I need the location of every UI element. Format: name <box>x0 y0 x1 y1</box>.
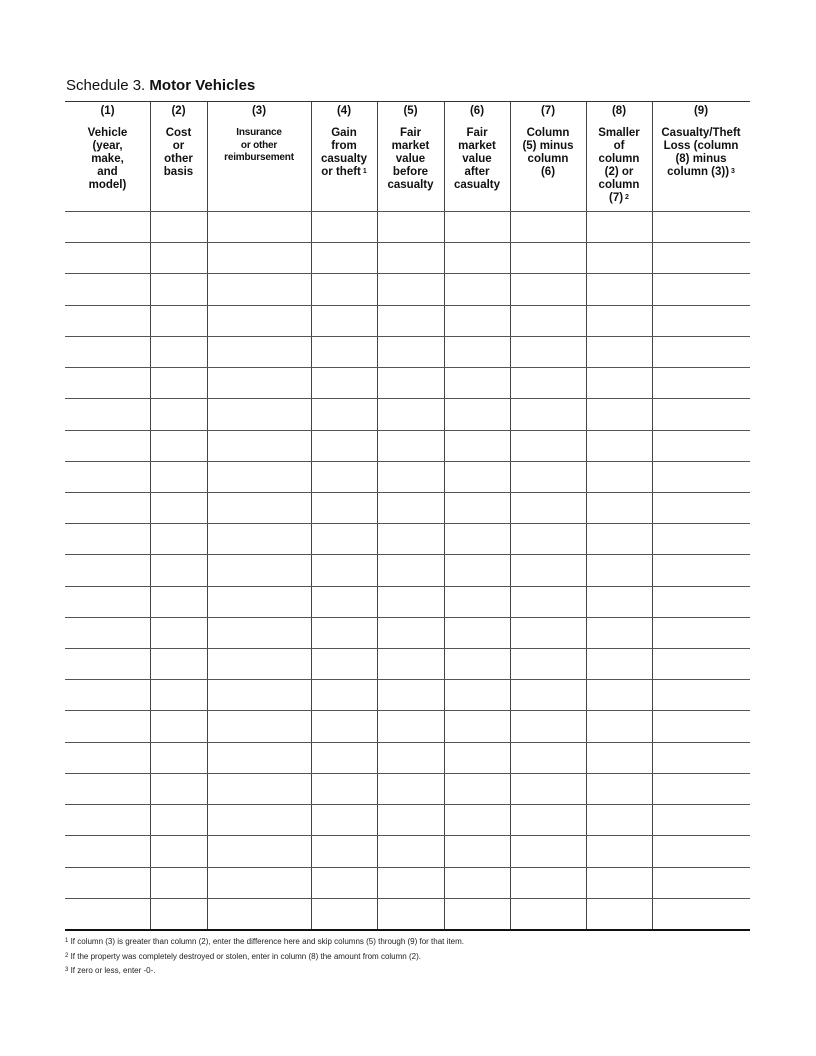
footnote-3 <box>65 964 464 979</box>
table-cell-row14-col8[interactable] <box>586 618 651 648</box>
table-cell-row6-col8[interactable] <box>586 368 651 398</box>
table-cell-row3-col2[interactable] <box>150 274 206 304</box>
column-header-3 <box>207 102 311 211</box>
table-cell-row7-col1[interactable] <box>65 399 149 429</box>
table-cell-row10-col8[interactable] <box>586 493 651 523</box>
table-cell-row22-col1[interactable] <box>65 868 149 898</box>
column-header-6 <box>444 102 510 211</box>
table-cell-row22-col3[interactable] <box>207 868 310 898</box>
table-cell-row18-col5[interactable] <box>377 743 443 773</box>
table-cell-row7-col7[interactable] <box>510 399 585 429</box>
table-cell-row5-col8[interactable] <box>586 337 651 367</box>
table-cell-row10-col9[interactable] <box>652 493 749 523</box>
table-cell-row15-col9[interactable] <box>652 649 749 679</box>
table-cell-row16-col9[interactable] <box>652 680 749 710</box>
table-cell-row22-col7[interactable] <box>510 868 585 898</box>
table-cell-row1-col4[interactable] <box>311 212 376 242</box>
table-cell-row8-col7[interactable] <box>510 431 585 461</box>
footnote-mark: 3 <box>65 967 69 973</box>
column-label: Cost or other basis <box>163 127 194 178</box>
table-cell-row7-col8[interactable] <box>586 399 651 429</box>
table-cell-row7-col9[interactable] <box>652 399 749 429</box>
table-cell-row20-col1[interactable] <box>65 805 149 835</box>
table-cell-row22-col4[interactable] <box>311 868 376 898</box>
footnote-text: If zero or less, enter -0-. <box>70 966 156 975</box>
table-cell-row14-col6[interactable] <box>444 618 509 648</box>
table-cell-row5-col6[interactable] <box>444 337 509 367</box>
column-label: Smaller of column (2) or column (7) $^2$ <box>598 127 640 204</box>
table-cell-row16-col6[interactable] <box>444 680 509 710</box>
table-cell-row3-col8[interactable] <box>586 274 651 304</box>
table-cell-row17-col7[interactable] <box>510 711 585 741</box>
table-cell-row2-col7[interactable] <box>510 243 585 273</box>
table-cell-row18-col7[interactable] <box>510 743 585 773</box>
table-cell-row7-col3[interactable] <box>207 399 310 429</box>
table-cell-row4-col3[interactable] <box>207 306 310 336</box>
table-cell-row3-col1[interactable] <box>65 274 149 304</box>
table-cell-row21-col1[interactable] <box>65 836 149 866</box>
table-cell-row14-col4[interactable] <box>311 618 376 648</box>
table-cell-row18-col3[interactable] <box>207 743 310 773</box>
column-number: (5) <box>403 105 418 117</box>
footnote-ref: 3 <box>729 168 735 175</box>
table-cell-row22-col6[interactable] <box>444 868 509 898</box>
table-cell-row18-col2[interactable] <box>150 743 206 773</box>
table-cell-row17-col2[interactable] <box>150 711 206 741</box>
table-cell-row22-col5[interactable] <box>377 868 443 898</box>
column-number: (7) <box>540 105 556 117</box>
table-cell-row12-col1[interactable] <box>65 555 149 585</box>
table-cell-row10-col4[interactable] <box>311 493 376 523</box>
table-cell-row11-col8[interactable] <box>586 524 651 554</box>
table-cell-row16-col1[interactable] <box>65 680 149 710</box>
table-cell-row18-col4[interactable] <box>311 743 376 773</box>
column-label: Fair market value after casualty <box>453 127 501 191</box>
table-cell-row3-col3[interactable] <box>207 274 310 304</box>
table-cell-row17-col1[interactable] <box>65 711 149 741</box>
table-cell-row19-col3[interactable] <box>207 774 310 804</box>
column-number: (9) <box>693 105 709 117</box>
table-cell-row15-col2[interactable] <box>150 649 206 679</box>
column-number: (4) <box>336 105 352 117</box>
table-cell-row8-col5[interactable] <box>377 431 443 461</box>
table-cell-row16-col2[interactable] <box>150 680 206 710</box>
table-cell-row21-col9[interactable] <box>652 836 749 866</box>
table-cell-row17-col8[interactable] <box>586 711 651 741</box>
footnote-text: If the property was completely destroyed or stolen, enter in column (8) the amount from column (2). <box>70 951 421 961</box>
table-cell-row8-col4[interactable] <box>311 431 376 461</box>
table-cell-row16-col7[interactable] <box>510 680 585 710</box>
column-number: (1) <box>100 105 115 117</box>
table-cell-row21-col6[interactable] <box>444 836 509 866</box>
table-cell-row12-col4[interactable] <box>311 555 376 585</box>
table-cell-row2-col6[interactable] <box>444 243 509 273</box>
table-cell-row19-col7[interactable] <box>510 774 585 804</box>
table-cell-row20-col7[interactable] <box>510 805 585 835</box>
table-cell-row3-col4[interactable] <box>311 274 376 304</box>
column-header-2 <box>150 102 207 211</box>
table-cell-row6-col9[interactable] <box>652 368 749 398</box>
table-cell-row12-col8[interactable] <box>586 555 651 585</box>
table-cell-row9-col9[interactable] <box>652 462 749 492</box>
table-cell-row1-col3[interactable] <box>207 212 310 242</box>
table-cell-row2-col5[interactable] <box>377 243 443 273</box>
table-cell-row14-col5[interactable] <box>377 618 443 648</box>
table-cell-row21-col7[interactable] <box>510 836 585 866</box>
table-cell-row11-col9[interactable] <box>652 524 749 554</box>
table-cell-row13-col4[interactable] <box>311 587 376 617</box>
table-cell-row4-col9[interactable] <box>652 306 749 336</box>
table-cell-row21-col2[interactable] <box>150 836 206 866</box>
table-cell-row5-col4[interactable] <box>311 337 376 367</box>
column-label: Fair market value before casualty <box>387 127 434 191</box>
table-cell-row14-col7[interactable] <box>510 618 585 648</box>
table-cell-row10-col7[interactable] <box>510 493 585 523</box>
column-header-1 <box>65 102 150 211</box>
table-cell-row14-col3[interactable] <box>207 618 310 648</box>
table-cell-row23-col5[interactable] <box>377 899 443 929</box>
table-cell-row22-col9[interactable] <box>652 868 749 898</box>
table-cell-row18-col6[interactable] <box>444 743 509 773</box>
table-cell-row14-col2[interactable] <box>150 618 206 648</box>
table-cell-row10-col2[interactable] <box>150 493 206 523</box>
table-cell-row11-col5[interactable] <box>377 524 443 554</box>
table-cell-row6-col4[interactable] <box>311 368 376 398</box>
table-cell-row23-col2[interactable] <box>150 899 206 929</box>
table-cell-row23-col8[interactable] <box>586 899 651 929</box>
table-cell-row2-col1[interactable] <box>65 243 149 273</box>
table-cell-row11-col7[interactable] <box>510 524 585 554</box>
table-cell-row13-col8[interactable] <box>586 587 651 617</box>
table-cell-row8-col3[interactable] <box>207 431 310 461</box>
table-cell-row2-col8[interactable] <box>586 243 651 273</box>
table-cell-row19-col9[interactable] <box>652 774 749 804</box>
table-cell-row19-col1[interactable] <box>65 774 149 804</box>
table-cell-row15-col7[interactable] <box>510 649 585 679</box>
table-cell-row6-col3[interactable] <box>207 368 310 398</box>
table-cell-row8-col6[interactable] <box>444 431 509 461</box>
schedule-title <box>66 77 255 94</box>
footnote-1 <box>65 935 464 950</box>
table-cell-row19-col4[interactable] <box>311 774 376 804</box>
table-cell-row15-col6[interactable] <box>444 649 509 679</box>
table-cell-row13-col9[interactable] <box>652 587 749 617</box>
table-cell-row13-col5[interactable] <box>377 587 443 617</box>
table-cell-row20-col2[interactable] <box>150 805 206 835</box>
table-cell-row1-col6[interactable] <box>444 212 509 242</box>
table-cell-row1-col9[interactable] <box>652 212 749 242</box>
table-cell-row6-col7[interactable] <box>510 368 585 398</box>
table-cell-row13-col7[interactable] <box>510 587 585 617</box>
table-cell-row20-col4[interactable] <box>311 805 376 835</box>
table-cell-row20-col8[interactable] <box>586 805 651 835</box>
table-cell-row9-col2[interactable] <box>150 462 206 492</box>
table-cell-row15-col1[interactable] <box>65 649 149 679</box>
table-cell-row2-col2[interactable] <box>150 243 206 273</box>
table-cell-row17-col3[interactable] <box>207 711 310 741</box>
table-cell-row7-col4[interactable] <box>311 399 376 429</box>
table-cell-row17-col9[interactable] <box>652 711 749 741</box>
table-cell-row4-col5[interactable] <box>377 306 443 336</box>
table-cell-row13-col2[interactable] <box>150 587 206 617</box>
column-number: (2) <box>171 105 186 117</box>
table-cell-row9-col1[interactable] <box>65 462 149 492</box>
column-label: Casualty/Theft Loss (column (8) minus column (3)) $^3$ <box>661 127 741 178</box>
table-cell-row1-col7[interactable] <box>510 212 585 242</box>
table-cell-row8-col9[interactable] <box>652 431 749 461</box>
table-cell-row6-col5[interactable] <box>377 368 443 398</box>
table-cell-row5-col9[interactable] <box>652 337 749 367</box>
table-cell-row23-col6[interactable] <box>444 899 509 929</box>
column-label: Insurance or other reimbursement <box>224 127 294 163</box>
table-cell-row9-col6[interactable] <box>444 462 509 492</box>
table-cell-row4-col8[interactable] <box>586 306 651 336</box>
table-cell-row9-col3[interactable] <box>207 462 310 492</box>
table-cell-row11-col6[interactable] <box>444 524 509 554</box>
table-cell-row13-col3[interactable] <box>207 587 310 617</box>
table-cell-row23-col3[interactable] <box>207 899 310 929</box>
table-cell-row4-col4[interactable] <box>311 306 376 336</box>
table-cell-row16-col5[interactable] <box>377 680 443 710</box>
column-header-4 <box>311 102 377 211</box>
title-bold: Motor Vehicles <box>149 77 256 94</box>
table-cell-row10-col1[interactable] <box>65 493 149 523</box>
table-cell-row20-col9[interactable] <box>652 805 749 835</box>
table-cell-row14-col9[interactable] <box>652 618 749 648</box>
table-cell-row5-col2[interactable] <box>150 337 206 367</box>
footnote-text: If column (3) is greater than column (2), enter the difference here and skip columns (5) through (9) for that item. <box>70 937 464 946</box>
column-label: Vehicle (year, make, and model) <box>87 127 128 191</box>
table-cell-row1-col5[interactable] <box>377 212 443 242</box>
table-cell-row14-col1[interactable] <box>65 618 149 648</box>
table-cell-row15-col3[interactable] <box>207 649 310 679</box>
column-number: (8) <box>611 105 627 117</box>
table-cell-row17-col6[interactable] <box>444 711 509 741</box>
table-cell-row5-col3[interactable] <box>207 337 310 367</box>
footnote-mark: 2 <box>65 952 69 959</box>
column-label: Column (5) minus column (6) <box>522 127 574 178</box>
table-cell-row18-col8[interactable] <box>586 743 651 773</box>
table-cell-row12-col5[interactable] <box>377 555 443 585</box>
table-cell-row15-col8[interactable] <box>586 649 651 679</box>
table-cell-row8-col2[interactable] <box>150 431 206 461</box>
table-cell-row19-col5[interactable] <box>377 774 443 804</box>
table-cell-row6-col1[interactable] <box>65 368 149 398</box>
table-cell-row22-col2[interactable] <box>150 868 206 898</box>
table-cell-row5-col7[interactable] <box>510 337 585 367</box>
table-cell-row4-col1[interactable] <box>65 306 149 336</box>
table-cell-row23-col9[interactable] <box>652 899 749 929</box>
table-cell-row6-col6[interactable] <box>444 368 509 398</box>
table-cell-row12-col6[interactable] <box>444 555 509 585</box>
motor-vehicles-table <box>65 101 750 931</box>
table-cell-row5-col5[interactable] <box>377 337 443 367</box>
table-cell-row15-col4[interactable] <box>311 649 376 679</box>
table-cell-row3-col9[interactable] <box>652 274 749 304</box>
table-cell-row4-col6[interactable] <box>444 306 509 336</box>
table-cell-row8-col8[interactable] <box>586 431 651 461</box>
table-cell-row23-col1[interactable] <box>65 899 149 929</box>
column-number: (3) <box>251 105 267 117</box>
table-cell-row12-col9[interactable] <box>652 555 749 585</box>
table-cell-row10-col3[interactable] <box>207 493 310 523</box>
table-cell-row10-col5[interactable] <box>377 493 443 523</box>
table-cell-row21-col5[interactable] <box>377 836 443 866</box>
table-cell-row17-col4[interactable] <box>311 711 376 741</box>
table-cell-row19-col2[interactable] <box>150 774 206 804</box>
table-cell-row9-col7[interactable] <box>510 462 585 492</box>
table-cell-row23-col4[interactable] <box>311 899 376 929</box>
table-cell-row1-col1[interactable] <box>65 212 149 242</box>
table-cell-row6-col2[interactable] <box>150 368 206 398</box>
table-cell-row17-col5[interactable] <box>377 711 443 741</box>
column-number: (6) <box>469 105 485 117</box>
column-header-9 <box>652 102 750 211</box>
table-cell-row12-col7[interactable] <box>510 555 585 585</box>
table-cell-row20-col6[interactable] <box>444 805 509 835</box>
table-cell-row7-col2[interactable] <box>150 399 206 429</box>
table-cell-row3-col7[interactable] <box>510 274 585 304</box>
table-cell-row21-col3[interactable] <box>207 836 310 866</box>
table-cell-row13-col6[interactable] <box>444 587 509 617</box>
footnotes <box>65 935 464 979</box>
table-cell-row2-col9[interactable] <box>652 243 749 273</box>
table-cell-row18-col1[interactable] <box>65 743 149 773</box>
footnote-2 <box>65 950 464 965</box>
table-cell-row11-col1[interactable] <box>65 524 149 554</box>
table-cell-row3-col5[interactable] <box>377 274 443 304</box>
table-cell-row20-col5[interactable] <box>377 805 443 835</box>
table-cell-row16-col3[interactable] <box>207 680 310 710</box>
table-cell-row1-col2[interactable] <box>150 212 206 242</box>
table-cell-row15-col5[interactable] <box>377 649 443 679</box>
table-cell-row16-col8[interactable] <box>586 680 651 710</box>
table-cell-row23-col7[interactable] <box>510 899 585 929</box>
table-cell-row9-col5[interactable] <box>377 462 443 492</box>
table-cell-row3-col6[interactable] <box>444 274 509 304</box>
table-cell-row13-col1[interactable] <box>65 587 149 617</box>
table-cell-row22-col8[interactable] <box>586 868 651 898</box>
table-cell-row7-col5[interactable] <box>377 399 443 429</box>
table-cell-row21-col8[interactable] <box>586 836 651 866</box>
table-cell-row11-col4[interactable] <box>311 524 376 554</box>
table-cell-row5-col1[interactable] <box>65 337 149 367</box>
table-cell-row2-col4[interactable] <box>311 243 376 273</box>
table-cell-row9-col8[interactable] <box>586 462 651 492</box>
table-cell-row20-col3[interactable] <box>207 805 310 835</box>
table-cell-row11-col3[interactable] <box>207 524 310 554</box>
table-cell-row9-col4[interactable] <box>311 462 376 492</box>
table-cell-row12-col3[interactable] <box>207 555 310 585</box>
table-cell-row21-col4[interactable] <box>311 836 376 866</box>
footnote-ref: 1 <box>360 168 367 175</box>
table-cell-row11-col2[interactable] <box>150 524 206 554</box>
table-cell-row4-col7[interactable] <box>510 306 585 336</box>
column-header-5 <box>377 102 444 211</box>
title-prefix: Schedule 3. <box>66 77 146 94</box>
table-cell-row4-col2[interactable] <box>150 306 206 336</box>
column-label: Gain from casualty or theft $^1$ <box>320 127 368 178</box>
table-cell-row19-col8[interactable] <box>586 774 651 804</box>
footnote-mark: 1 <box>65 938 69 944</box>
table-cell-row2-col3[interactable] <box>207 243 310 273</box>
table-cell-row12-col2[interactable] <box>150 555 206 585</box>
table-cell-row19-col6[interactable] <box>444 774 509 804</box>
table-cell-row10-col6[interactable] <box>444 493 509 523</box>
table-cell-row1-col8[interactable] <box>586 212 651 242</box>
column-header-8 <box>586 102 652 211</box>
table-cell-row8-col1[interactable] <box>65 431 149 461</box>
table-cell-row18-col9[interactable] <box>652 743 749 773</box>
column-header-7 <box>510 102 586 211</box>
table-cell-row16-col4[interactable] <box>311 680 376 710</box>
table-cell-row7-col6[interactable] <box>444 399 509 429</box>
footnote-ref: 2 <box>623 194 629 201</box>
